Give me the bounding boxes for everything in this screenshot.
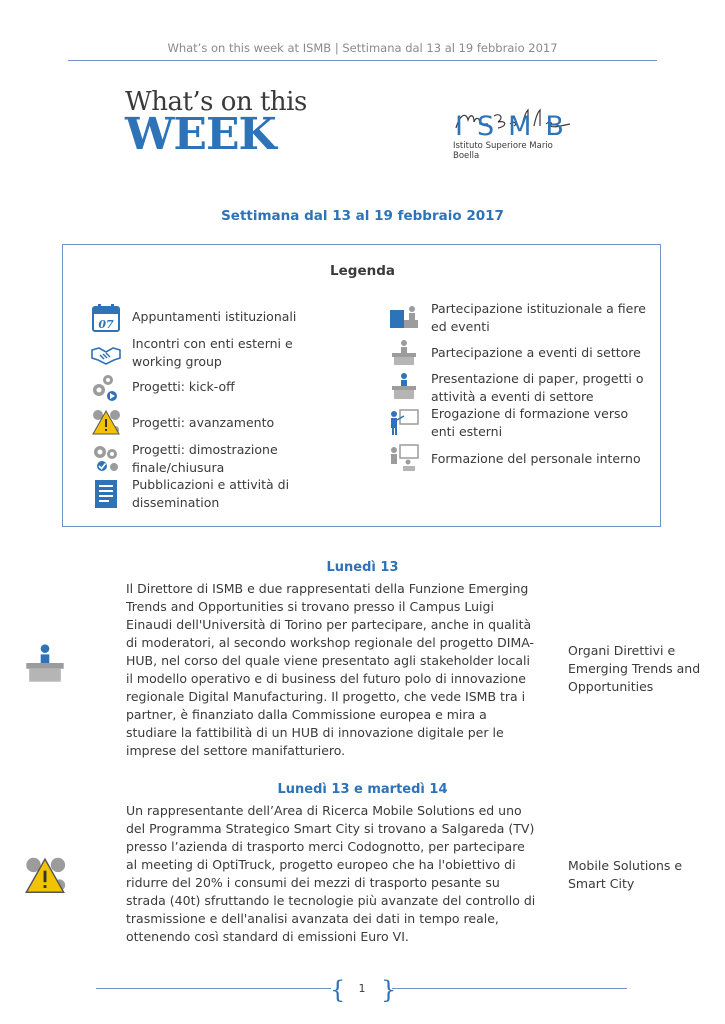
legend-label-incontri: Incontri con enti esterni e working group [132, 336, 293, 369]
legend-label-erogazione: Erogazione di formazione verso enti esterni [431, 406, 629, 439]
svg-text:07: 07 [98, 318, 114, 331]
legend-title: Legenda [330, 263, 395, 279]
calendar-icon [90, 302, 122, 334]
event-side-lunedi-13: Organi Direttivi e Emerging Trends and Opportunities [568, 643, 701, 694]
footer-rule-left [96, 988, 331, 989]
gears-check-icon [90, 442, 122, 474]
legend-label-pubblicazioni: Pubblicazioni e attività di dissemination [132, 477, 290, 510]
legend-label-dimostrazione: Progetti: dimostrazione finale/chiusura [132, 442, 278, 475]
logo-line2: WEEK [125, 109, 276, 160]
event-body-lunedi-13: Il Direttore di ISMB e due rappresentati della Funzione Emerging Trends and Opportunities si trovano presso il Campus Luigi Einaudi dell'Università di Torino per partecipare, anche in qualità di moderatori, al secondo workshop regionale del progetto DIMA-HUB, nel corso del quale viene presentato agli stakeholder locali il modello operativo e di business del futuro polo di innovazione regionale Digital Manufacturing. Il progetto, che vede ISMB tra i partner, è finanziato dalla Commissione europea e mira a studiare la fattibilità di un HUB di innovazione digitale per le imprese del settore manifatturiero. [126, 581, 535, 758]
training-icon [388, 442, 420, 474]
ismb-subtitle: Istituto Superiore Mario Boella [453, 141, 553, 161]
conference-icon [388, 336, 420, 368]
handshake-icon [90, 338, 122, 370]
event-body-lunedi-martedi: Un rappresentante dell’Area di Ricerca Mobile Solutions ed uno del Programma Strategico Smart City si trovano a Salgareda (TV) presso l’azienda di trasporto merci Codognotto, per partecipare al meeting di OptiTruck, progetto europeo che ha l'obiettivo di ridurre del 20% i consumi dei mezzi di trasporto pesante su strada (40t) sfruttando le tecnologie più avanzate del controllo di trasmissione e dell'analisi avanzata dei dati in tempo reale, ottenendo così standard di emissioni Euro VI. [126, 803, 536, 944]
logo-line1: What’s on this [125, 87, 307, 117]
legend-label-appuntamenti: Appuntamenti istituzionali [132, 309, 297, 324]
warning-gears-icon [90, 406, 122, 438]
footer-brace-left: { [330, 976, 346, 1004]
week-title: Settimana dal 13 al 19 febbraio 2017 [221, 208, 504, 224]
footer-rule-right [392, 988, 627, 989]
legend-label-formazione: Formazione del personale interno [431, 451, 641, 466]
legend-label-presentazione: Presentazione di paper, progetti o attività a eventi di settore [431, 371, 644, 404]
event-title-lunedi-13: Lunedì 13 [326, 560, 399, 575]
legend-label-eventi: Partecipazione a eventi di settore [431, 345, 641, 360]
event-side-lunedi-martedi: Mobile Solutions e Smart City [568, 858, 683, 891]
page-number: 1 [358, 982, 366, 995]
warning-gears-icon [22, 852, 68, 898]
speaker-icon [22, 640, 68, 686]
whats-on-this-week-logo [125, 88, 315, 158]
speaker-icon [388, 370, 420, 402]
ismb-letters: ISMB [455, 111, 578, 142]
event-title-lunedi-martedi: Lunedì 13 e martedì 14 [277, 782, 448, 797]
legend-label-fiere: Partecipazione istituzionale a fiere ed eventi [431, 301, 646, 334]
header-rule [68, 60, 657, 61]
teacher-icon [388, 406, 420, 438]
gears-play-icon [90, 372, 122, 404]
legend-label-kickoff: Progetti: kick-off [132, 379, 235, 394]
document-icon [90, 478, 122, 510]
legend-label-avanzamento: Progetti: avanzamento [132, 415, 275, 430]
running-header: What’s on this week at ISMB | Settimana dal 13 al 19 febbraio 2017 [167, 41, 558, 55]
footer-brace-right: } [381, 976, 397, 1004]
booth-icon [388, 300, 420, 332]
